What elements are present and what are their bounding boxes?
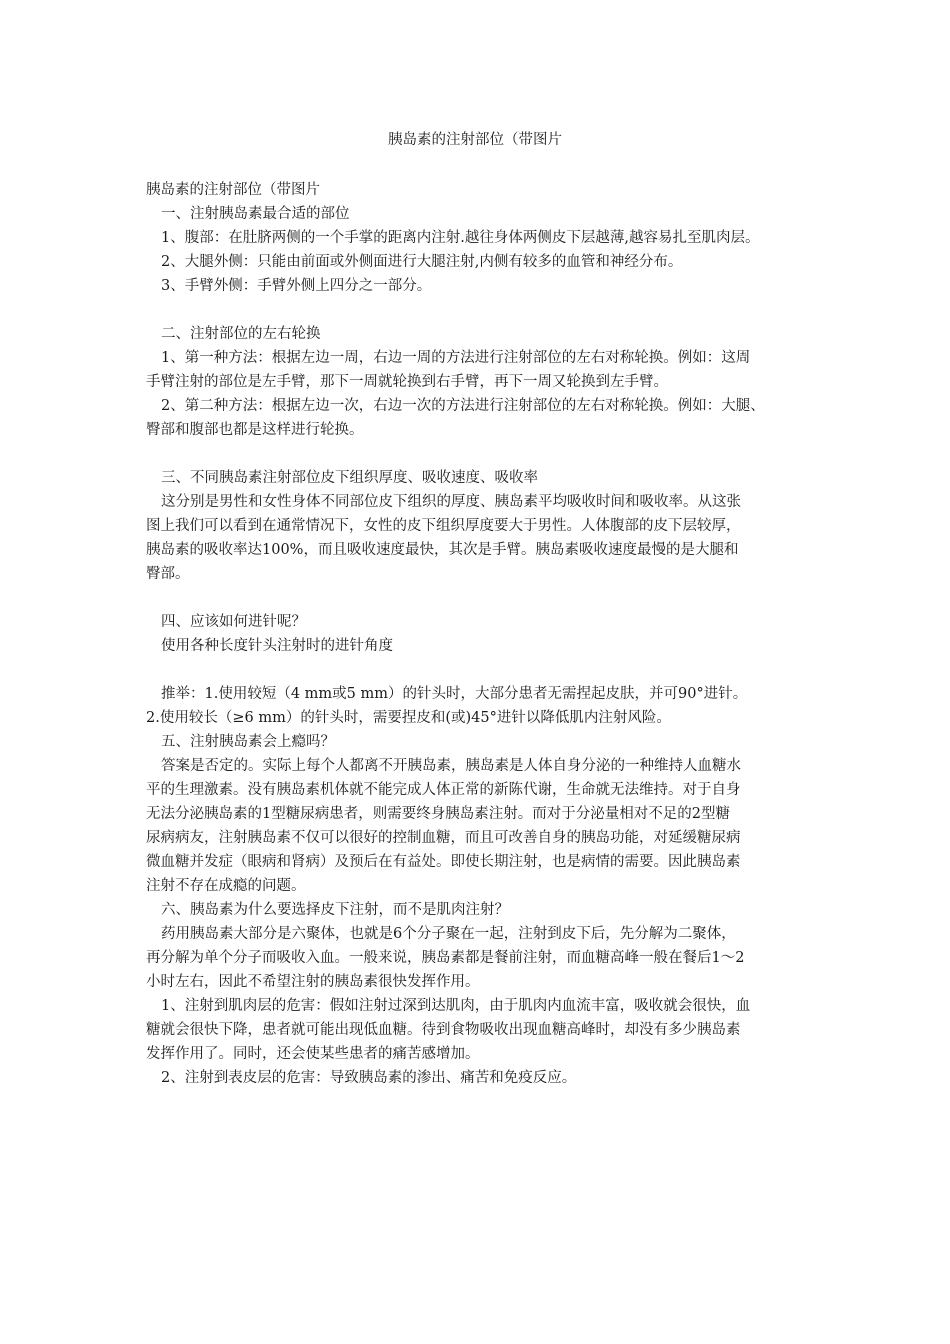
text-line: 尿病病友，注射胰岛素不仅可以很好的控制血糖，而且可改善自身的胰岛功能，对延缓糖尿病: [146, 830, 741, 846]
text-line: 胰岛素的吸收率达100%，而且吸收速度最快，其次是手臂。胰岛素吸收速度最慢的是大腿和: [146, 542, 739, 558]
text-line: 六、胰岛素为什么要选择皮下注射，而不是肌肉注射？: [161, 902, 509, 918]
text-line: 推举：1.使用较短（4 mm或5 mm）的针头时，大部分患者无需捏起皮肤，并可90°进针。: [161, 686, 748, 702]
text-line: 这分别是男性和女性身体不同部位皮下组织的厚度、胰岛素平均吸收时间和吸收率。从这张: [161, 494, 741, 510]
blank-line: [146, 658, 826, 682]
blank-line: [146, 298, 826, 322]
text-line: 臀部和腹部也都是这样进行轮换。: [146, 422, 364, 438]
blank-line: [146, 442, 826, 466]
text-line: 3、手臂外侧：手臂外侧上四分之一部分。: [161, 278, 432, 294]
text-line: 2、注射到表皮层的危害：导致胰岛素的渗出、痛苦和免疫反应。: [161, 1070, 577, 1086]
text-line: 1、注射到肌肉层的危害：假如注射过深到达肌肉，由于肌肉内血流丰富，吸收就会很快，血: [161, 998, 751, 1014]
text-line: 四、应该如何进针呢？: [161, 614, 306, 630]
text-line: 注射不存在成瘾的问题。: [146, 878, 306, 894]
text-line: 三、不同胰岛素注射部位皮下组织厚度、吸收速度、吸收率: [161, 470, 538, 486]
text-line: 2、大腿外侧：只能由前面或外侧面进行大腿注射,内侧有较多的血管和神经分布。: [161, 254, 683, 270]
text-line: 1、腹部：在肚脐两侧的一个手掌的距离内注射.越往身体两侧皮下层越薄,越容易扎至肌肉层。: [161, 230, 760, 246]
text-line: 再分解为单个分子而吸收入血。一般来说，胰岛素都是餐前注射，而血糖高峰一般在餐后1～2: [146, 950, 745, 966]
text-line: 答案是否定的。实际上每个人都离不开胰岛素，胰岛素是人体自身分泌的一种维持人血糖水: [161, 758, 741, 774]
text-line: 胰岛素的注射部位（带图片: [146, 182, 320, 198]
text-line: 图上我们可以看到在通常情况下，女性的皮下组织厚度要大于男性。人体腹部的皮下层较厚，: [146, 518, 741, 534]
text-line: 微血糖并发症（眼病和肾病）及预后在有益处。即使长期注射，也是病情的需要。因此胰岛素: [146, 854, 741, 870]
text-line: 五、注射胰岛素会上瘾吗？: [161, 734, 335, 750]
text-line: 小时左右，因此不希望注射的胰岛素很快发挥作用。: [146, 974, 480, 990]
text-line: 药用胰岛素大部分是六聚体，也就是6个分子聚在一起，注射到皮下后，先分解为二聚体，: [161, 926, 736, 942]
text-line: 平的生理激素。没有胰岛素机体就不能完成人体正常的新陈代谢，生命就无法维持。对于自身: [146, 782, 741, 798]
text-line: 糖就会很快下降，患者就可能出现低血糖。待到食物吸收出现血糖高峰时，却没有多少胰岛素: [146, 1022, 741, 1038]
text-line: 发挥作用了。同时，还会使某些患者的痛苦感增加。: [146, 1046, 480, 1062]
document-body: [146, 178, 826, 1090]
text-line: 无法分泌胰岛素的1型糖尿病患者，则需要终身胰岛素注射。而对于分泌量相对不足的2型糖: [146, 806, 730, 822]
text-line: 手臂注射的部位是左手臂，那下一周就轮换到右手臂，再下一周又轮换到左手臂。: [146, 374, 668, 390]
text-line: 2.使用较长（≥6 mm）的针头时，需要捏皮和(或)45°进针以降低肌内注射风险。: [146, 710, 671, 726]
text-line: 二、注射部位的左右轮换: [161, 326, 321, 342]
text-line: 2、第二种方法：根据左边一次，右边一次的方法进行注射部位的左右对称轮换。例如：大腿、: [161, 398, 765, 414]
document-title: 胰岛素的注射部位（带图片: [388, 132, 562, 148]
text-line: 一、注射胰岛素最合适的部位: [161, 206, 350, 222]
text-line: 使用各种长度针头注射时的进针角度: [161, 638, 393, 654]
text-line: 1、第一种方法：根据左边一周，右边一周的方法进行注射部位的左右对称轮换。例如：这周: [161, 350, 751, 366]
blank-line: [146, 586, 826, 610]
text-line: 臀部。: [146, 566, 190, 582]
